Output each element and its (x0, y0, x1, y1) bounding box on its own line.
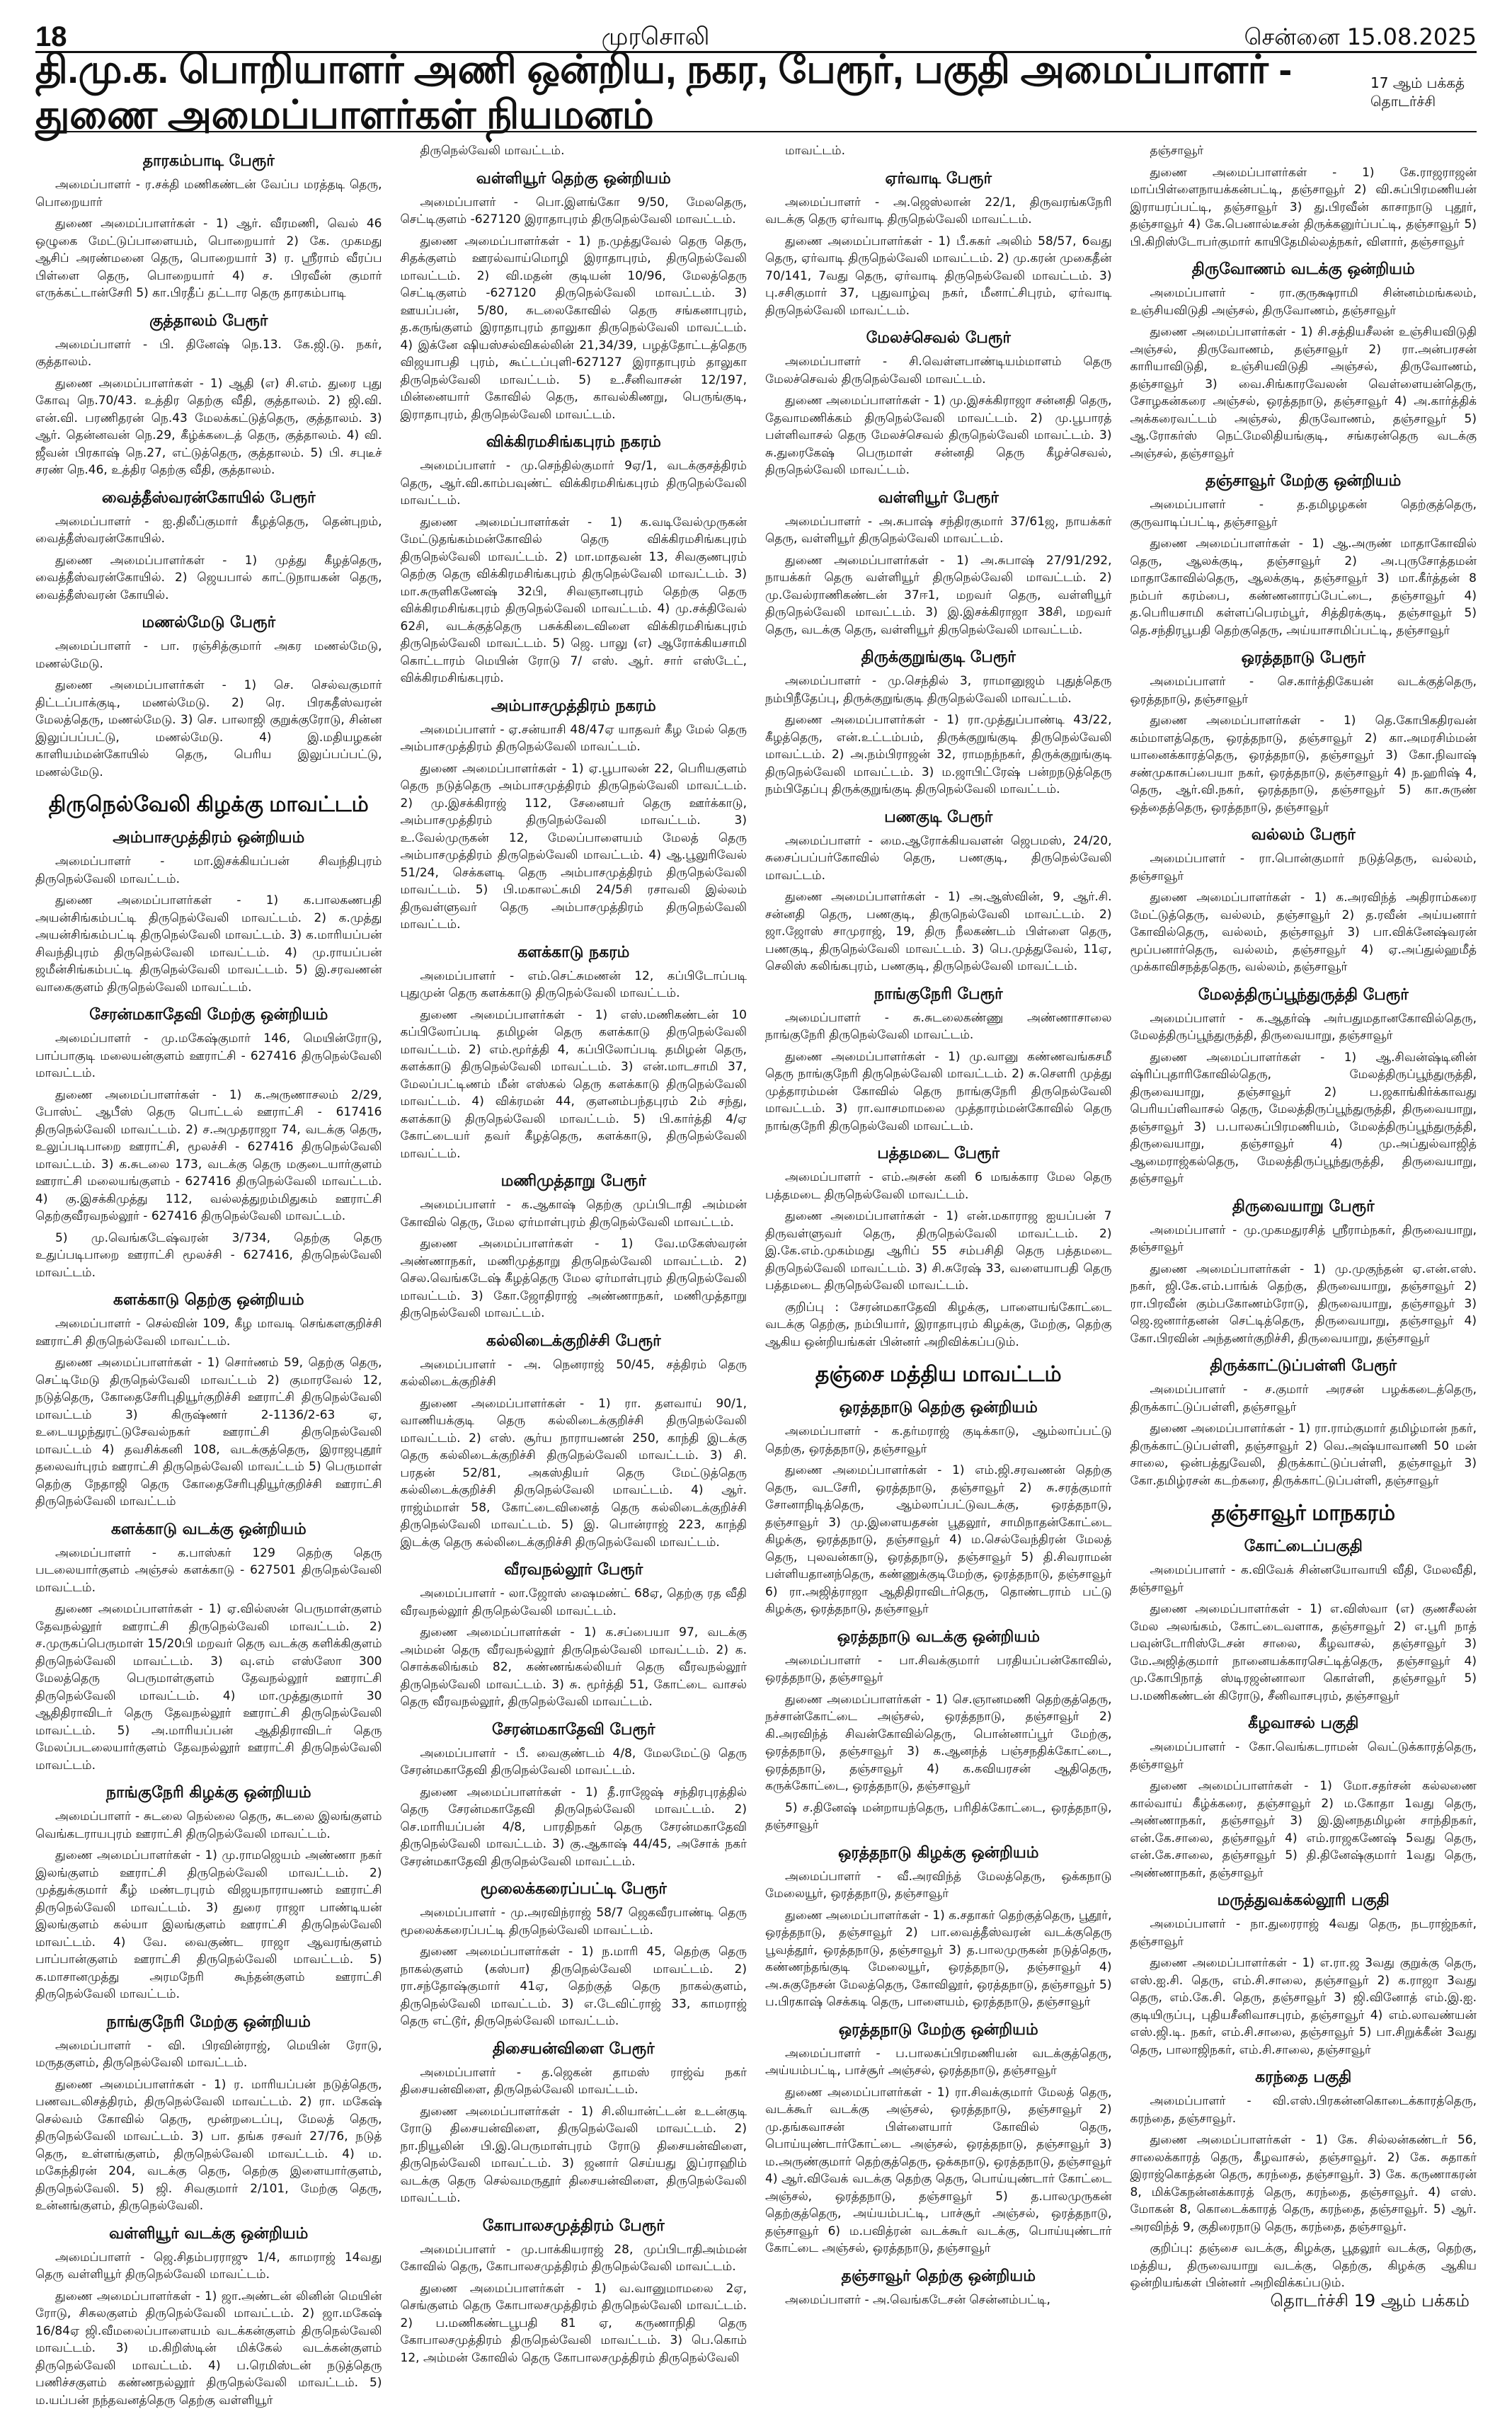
paragraph: அமைப்பாளர் - பா.சிவக்குமார் பரதியப்பன்கோவில், ஒரத்தநாடு, தஞ்சாவூர் (765, 1652, 1112, 1687)
section-heading: கீழவாசல் பகுதி (1130, 1713, 1477, 1734)
section-heading: மூலைக்கரைப்பட்டி பேரூர் (401, 1879, 748, 1900)
paragraph: துணை அமைப்பாளர்கள் - 1) ந.மாரி 45, தெற்கு தெரு நாகல்குளம் (கஸ்பா) திருநெல்வேலி மாவட்டம். 2) ரா.சந்தோஷ்குமார் 41ஏ, தெற்குத் தெரு நாகல்குளம், திருநெல்வேலி மாவட்டம். 3) எ.டேவிட்ராஜ் 33, காமராஜ் தெரு எட்டூர், திருநெல்வேலி மாவட்டம். (401, 1943, 748, 2030)
paragraph: அமைப்பாளர் - ஐ.திலீப்குமார் கீழத்தெரு, தென்புறம், வைத்தீஸ்வரன்கோயில். (35, 513, 382, 548)
section-heading: மேலச்செவல் பேரூர் (765, 328, 1112, 349)
paragraph: துணை அமைப்பாளர்கள் - 1) மு.முகுந்தன் ஏ.என்.எஸ். நகர், ஜி.கே.எம்.பாங்க் தெற்கு, திருவையாறு, தஞ்சாவூர் 2) ரா.பிரவீன் கும்பகோணம்ரோடு, திருவையாறு, தஞ்சாவூர் 3) ஜெ.ஜனார்தனன் செட்டித்தெரு, திருவையாறு, தஞ்சாவூர் 4) கோ.பிரவின் அந்தணர்குறிச்சி, திருவையாறு, தஞ்சாவூர் (1130, 1261, 1477, 1348)
section-heading: கரந்தை பகுதி (1130, 2067, 1477, 2088)
paragraph: அமைப்பாளர் - மு.செந்தில்குமார் 9ஏ/1, வடக்குசத்திரம் தெரு, ஆர்.வி.காம்பவுண்ட் விக்கிரமசிங்கபுரம் திருநெல்வேலி மாவட்டம். (401, 457, 748, 510)
paragraph: துணை அமைப்பாளர்கள் - 1) ரா. தளவாய் 90/1, வாணியக்குடி தெரு கல்லிடைக்குறிச்சி திருநெல்வேலி மாவட்டம். 2) எஸ். சூர்ய நாராயணன் 250, காந்தி இடக்கு தெரு கல்லிடைக்குறிச்சி திருநெல்வேலி மாவட்டம். 3) சி. பரதன் 52/81, அகஸ்தியர் தெரு மேட்டுத்தெரு கல்லிடைக்குறிச்சி திருநெல்வேலி மாவட்டம். 4) ஆர். ராஜ்ம்மாள் 58, கோட்டைவினைத் தெரு கல்லிடைக்குறிச்சி திருநெல்வேலி மாவட்டம். 5) இ. பொன்ராஜ் 223, காந்தி இடக்கு தெரு கல்லிடைக்குறிச்சி திருநெல்வேலி மாவட்டம். (401, 1395, 748, 1552)
paragraph: துணை அமைப்பாளர்கள் - 1) ஆ.அருண் மாதாகோவில் தெரு, ஆலக்குடி, தஞ்சாவூர் 2) அ.புருசோத்தமன் மாதாகோவில்தெரு, ஆலக்குடி, தஞ்சாவூர் 3) மா.கீர்த்தன் 8 நம்பர் கரம்பை, கண்ணனாரப்பேட்டை, தஞ்சாவூர் 4) த.பெரியசாமி கள்ளப்பெரம்பூர், சித்திரக்குடி, தஞ்சாவூர் 5) தெ.சந்திரபூபதி தெற்குதெரு, அய்யாசாமிப்பட்டி, தஞ்சாவூர் (1130, 535, 1477, 639)
section-heading: மணிமுத்தாறு பேரூர் (401, 1171, 748, 1192)
paragraph: துணை அமைப்பாளர்கள் - 1) மு.வானு கண்ணவங்கசமீ தெரு நாங்குநேரி திருநெல்வேலி மாவட்டம். 2) சு.சௌரி முத்து முத்தாரம்மன் கோவில் தெரு நாங்குநேரி திருநெல்வேலி மாவட்டம். 3) ரா.வாசமாமலை முத்தாரம்மன்கோவில் தெரு நாங்குநேரி திருநெல்வேலி மாவட்டம். (765, 1048, 1112, 1135)
paragraph: துணை அமைப்பாளர்கள் - 1) ரா.சிவக்குமார் மேலத் தெரு, வடக்கூர் வடக்கு அஞ்சல், ஒரத்தநாடு, தஞ்சாவூர் 2) மு.தங்கவாசன் பிள்ளையார் கோவில் தெரு, பொய்யுண்டார்கோட்டை அஞ்சல், ஒரத்தநாடு, தஞ்சாவூர் 3) ம.அருண்குமார் தெற்குத்தெரு, ஒக்கநாடு, ஒரத்தநாடு, தஞ்சாவூர் 4) ஆர்.விவேக் வடக்கு தெற்கு தெரு, பொய்யுண்டார் கோட்டை அஞ்சல், ஒரத்தநாடு, தஞ்சாவூர் 5) த.பாலமுருகன் தெற்குத்தெரு, அய்யம்பட்டி, பாச்சூர் அஞ்சல், ஒரத்தநாடு, தஞ்சாவூர் 6) ம.பவித்ரன் வடக்கூர் வடக்கு, பொய்யுண்டார் கோட்டை அஞ்சல், ஒரத்தநாடு, தஞ்சாவூர் (765, 2084, 1112, 2258)
paragraph: துணை அமைப்பாளர்கள் - 1) எஸ்.மணிகண்டன் 10 கப்பிலோப்படி தமிழன் தெரு களக்காடு திருநெல்வேலி மாவட்டம். 2) எம்.மூர்த்தி 4, கப்பிலோப்படி தமிழன் தெரு, களக்காடு திருநெல்வேலி மாவட்டம். 3) என்.மாடசாமி 37, மேலப்பட்டிணம் மீன் எஸ்கல் தெரு களக்காடு திருநெல்வேலி மாவட்டம். 4) விக்ரமன் 44, குளனம்பந்தபுரம் 2ம் சந்து, களக்காடு திருநெல்வேலி மாவட்டம். 5) பி.கார்த்தி 4/ஏ கோட்டையர் தவர் கீழத்தெரு, களக்காடு, திருநெல்வேலி மாவட்டம். (401, 1007, 748, 1163)
continued-from-note: 17 ஆம் பக்கத் தொடர்ச்சி (1356, 74, 1477, 110)
paragraph: துணை அமைப்பாளர்கள் - 1) க.அரவிந்த் அதிராம்கரை மேட்டுத்தெரு, வல்லம், தஞ்சாவூர் 2) த.ரவீன் அய்யனார் கோவில்தெரு, வல்லம், தஞ்சாவூர் 3) பா.விக்னேஷ்வரன் மூப்பனார்தெரு, வல்லம், தஞ்சாவூர் 4) ஏ.அப்துல்ஹமீத் முக்காவிசநத்ததெரு, வல்லம், தஞ்சாவூர் (1130, 889, 1477, 976)
paragraph: துணை அமைப்பாளர்கள் - 1) சி.லியான்ட்டன் உடன்குடி ரோடு திசையன்விளை, திருநெல்வேலி மாவட்டம். 2) நா.நியூலின் பி.இ.பெருமாள்புரம் ரோடு திசையன்விளை, திருநெல்வேலி மாவட்டம். 3) ஜனார் செய்யது இப்ராஹிம் வடக்கு தெரு செல்வமருதூர் திசையன்விளை, திருநெல்வேலி மாவட்டம். (401, 2103, 748, 2207)
paragraph: அமைப்பாளர் - க.பாஸ்கர் 129 தெற்கு தெரு படலையார்குளம் அஞ்சல் களக்காடு - 627501 திருநெல்வேலி மாவட்டம். (35, 1545, 382, 1597)
paragraph: அமைப்பாளர் - மு.மகேஷ்குமார் 146, மெயின்ரோடு, பாப்பாகுடி மலையன்குளம் ஊராட்சி - 627416 திருநெல்வேலி மாவட்டம். (35, 1030, 382, 1082)
paragraph: துணை அமைப்பாளர்கள் - 1) ஆர். வீரமணி, வெல் 46 ஒழுகை மேட்டுப்பாளையம், பொறையார் 2) கே. முகமது ஆசிப் அரண்மனை தெரு, பொறையார் 3) ர. ஸ்ரீராம் வீரப்ப பிள்ளை தெரு, பொறையார் 4) ச. பிரவீன் குமார் எருக்கட்டான்சேரி 5) கா.பிரதீப் தட்டார தெரு தாரகம்பாடி (35, 215, 382, 302)
section-heading: மணல்மேடு பேரூர் (35, 612, 382, 634)
column-1 (35, 142, 382, 2238)
section-heading: தாரகம்பாடி பேரூர் (35, 151, 382, 172)
paragraph: அமைப்பாளர் - அ. நெனராஜ் 50/45, சத்திரம் தெரு கல்லிடைக்குறிச்சி (401, 1356, 748, 1391)
column-3 (765, 142, 1112, 2238)
section-heading: களக்காடு வடக்கு ஒன்றியம் (35, 1519, 382, 1540)
paragraph: துணை அமைப்பாளர்கள் - 1) வே.மகேஸ்வரன் அண்ணாநகர், மணிமுத்தாறு திருநெல்வேலி மாவட்டம். 2) செல.வெங்கடேஷ் கீழத்தெரு மேல ஏர்மாள்புரம் திருநெல்வேலி மாவட்டம். 3) கோ.ஜோதிராஜ் அண்ணாநகர், மணிமுத்தாறு திருநெல்வேலி மாவட்டம். (401, 1235, 748, 1322)
section-heading: களக்காடு நகரம் (401, 942, 748, 963)
section-heading: வீரவநல்லூர் பேரூர் (401, 1560, 748, 1581)
headline-row (35, 53, 1477, 132)
paragraph: அமைப்பாளர் - பா. ரஞ்சித்குமார் அகர மணல்மேடு, மணல்மேடு. (35, 638, 382, 673)
section-heading: அம்பாசமுத்திரம் ஒன்றியம் (35, 828, 382, 849)
section-heading: வள்ளியூர் தெற்கு ஒன்றியம் (401, 168, 748, 190)
paragraph: துணை அமைப்பாளர்கள் - 1) கே. சில்லன்கண்டர் 56, சாலைக்காரத் தெரு, கீழவாசல், தஞ்சாவூர். 2) கே. சுதாகர் இராஜ்கொத்தன் தெரு, கரந்தை, தஞ்சாவூர். 3) கே. கருணாகரன் 8, மிக்கேநன்னக்காரத் தெரு, கரந்தை, தஞ்சாவூர். 4) எஸ். மோகன் 8, கொடைக்காரத் தெரு, கரந்தை, தஞ்சாவூர். 5) ஆர். அரவிந்த் 9, குதிரைநாடு தெரு, கரந்தை, தஞ்சாவூர். (1130, 2132, 1477, 2236)
paragraph: துணை அமைப்பாளர்கள் - 1) க.வடிவேல்முருகன் மேட்டுதங்கம்மன்கோவில் தெரு விக்கிரமசிங்கபுரம் திருநெல்வேலி மாவட்டம். 2) மா.மாதவன் 13, சிவகுணபுரம் தெற்கு தெரு விக்கிரமசிங்கபுரம் திருநெல்வேலி மாவட்டம். 3) மா.சுருளிகணேஷ் 32பி, சிவஞானபுரம் தெற்கு தெரு விக்கிரமசிங்கபுரம் திருநெல்வேலி மாவட்டம். 4) மு.சக்திவேல் 62சி, வடக்குத்தெரு பசுக்கிடைவிளை விக்கிரமசிங்கபுரம் திருநெல்வேலி மாவட்டம். 5) ஜெ. பாலு (எ) ஆரோக்கியசாமி கொட்டாரம் மெயின் ரோடு 7/ எஸ். ஆர். சார் எஸ்டேட், விக்கிரமசிங்கபுரம். (401, 514, 748, 687)
paragraph: அமைப்பாளர் - பொ.இளங்கோ 9/50, மேலதெரு, செட்டிகுளம் -627120 இராதாபுரம் திருநெல்வேலி மாவட்டம். (401, 194, 748, 229)
paragraph: அமைப்பாளர் - அ.சுபாஷ் சந்திரகுமார் 37/61ஜ, நாயக்கர் தெரு, வள்ளியூர் திருநெல்வேலி மாவட்டம். (765, 513, 1112, 548)
section-heading: ஒரத்தநாடு மேற்கு ஒன்றியம் (765, 2020, 1112, 2041)
paragraph: அமைப்பாளர் - க.ஆதர்ஷ் அர்பதுமதானகோவில்தெரு, மேலத்திருப்பூந்துருத்தி, திருவையாறு, தஞ்சாவூர் (1130, 1010, 1477, 1045)
section-heading: திருக்காட்டுப்பள்ளி பேரூர் (1130, 1356, 1477, 1377)
paragraph: மாவட்டம். (765, 142, 1112, 160)
section-heading: விக்கிரமசிங்கபுரம் நகரம் (401, 432, 748, 453)
paragraph: அமைப்பாளர் - அ.ஜெஸ்லான் 22/1, திருவரங்கநேரி வடக்கு தெரு ஏர்வாடி திருநெல்வேலி மாவட்டம். (765, 194, 1112, 229)
section-heading: வைத்தீஸ்வரன்கோயில் பேரூர் (35, 488, 382, 509)
paragraph: அமைப்பாளர் - எம்.அசன் கனி 6 மஙக்கார மேல தெரு பத்தமடை திருநெல்வேலி மாவட்டம். (765, 1169, 1112, 1203)
paragraph: துணை அமைப்பாளர்கள் - 1) கே.ராஜராஜன் மாப்பிள்ளைநாயக்கன்பட்டி, தஞ்சாவூர் 2) வி.சுப்பிரமணியன் இராயரப்பட்டி, தஞ்சாவூர் 3) து.பிரவீன் காசாநாடு புதூர், தஞ்சாவூர் 4) கே.பெனால்டீசன் திருக்கனுர்ப்பட்டி, தஞ்சாவூர் 5) பி.கிறிஸ்டோபர்குமார் காயிதேமில்லத்நகர், விளார், தஞ்சாவூர் (1130, 164, 1477, 251)
paragraph: அமைப்பாளர் - ரா.பொன்குமார் நடுத்தெரு, வல்லம், தஞ்சாவூர் (1130, 850, 1477, 885)
paragraph: அமைப்பாளர் - க.விவேக் சின்னயோவாயி வீதி, மேலவீதி, தஞ்சாவூர் (1130, 1562, 1477, 1596)
paragraph: அமைப்பாளர் - செல்வின் 109, கீழ மாவடி செங்களகுறிச்சி ஊராட்சி திருநெல்வேலி மாவட்டம். (35, 1315, 382, 1350)
city-date: சென்னை 15.08.2025 (1244, 23, 1477, 51)
page-number: 18 (35, 23, 67, 51)
section-heading: திருவையாறு பேரூர் (1130, 1196, 1477, 1218)
paragraph: அமைப்பாளர் - த.ஜெகன் தாமஸ் ராஜ்வ் நகர் திசையன்விளை, திருநெல்வேலி மாவட்டம். (401, 2064, 748, 2099)
paragraph: அமைப்பாளர் - நா.துரைராஜ் 4வது தெரு, நடராஜ்நகர், தஞ்சாவூர் (1130, 1916, 1477, 1950)
paragraph: துணை அமைப்பாளர்கள் - 1) தீ.ராஜேஷ் சந்திரபுரத்தில் தெரு சேரன்மகாதேவி திருநெல்வேலி மாவட்டம். 2) செ.மாரியப்பன் 4/8, பாரதிநகர் தெரு சேரன்மகாதேவி திருநெல்வேலி மாவட்டம். 3) கு.ஆகாஷ் 44/45, அசோக் நகர் சேரன்மகாதேவி திருநெல்வேலி மாவட்டம். (401, 1784, 748, 1871)
paragraph: அமைப்பாளர் - லா.ஜோஸ் ஷைமண்ட் 68ஏ, தெற்கு ரத வீதி வீரவநல்லூர் திருநெல்வேலி மாவட்டம். (401, 1585, 748, 1620)
paragraph: துணை அமைப்பாளர்கள் - 1) ஜா.அண்டன் லினின் மெயின் ரோடு, சிசுலகுளம் திருநெல்வேலி மாவட்டம். 2) ஜா.மகேஷ் 16/84ஏ ஜி.வீமலைப்பாளையம் வடக்கன்குளம் திருநெல்வேலி மாவட்டம். 3) ம.கிறிஸ்டின் மிக்கேல் வடக்கன்குளம் திருநெல்வேலி மாவட்டம். 4) ப.ரெமிஸ்டன் நடுத்தெரு பணிச்சகுளம் கண்ணநல்லூர் திருநெல்வேலி மாவட்டம். 5) ம.யப்பன் நந்தவனத்தெரு தெற்கு வள்ளியூர் (35, 2288, 382, 2409)
section-heading: தஞ்சாவூர் மேற்கு ஒன்றியம் (1130, 471, 1477, 492)
paragraph: துணை அமைப்பாளர்கள் - 1) ஏ.வில்ஸன் பெருமாள்குளம் தேவநல்லூர் ஊராட்சி திருநெல்வேலி மாவட்டம். 2) ச.முருகப்பெருமாள் 15/20பி மறவர் தெரு வடக்கு களிக்கிகுளம் திருநெல்வேலி மாவட்டம். 3) வு.எம் எஸ்ஸோ 300 மேலத்தெரு பெருமாள்குளம் தேவநல்லூர் ஊராட்சி திருநெல்வேலி மாவட்டம். 4) மா.முத்துகுமார் 30 ஆதிதிராவிடர் தெரு தேவநல்லூர் ஊராட்சி திருநெல்வேலி மாவட்டம். 5) அ.மாரியப்பன் ஆதிதிராவிடர் தெரு மேலப்படலையார்குளம் தேவநல்லூர் ஊராட்சி திருநெல்வேலி மாவட்டம். (35, 1601, 382, 1774)
paragraph: துணை அமைப்பாளர்கள் - 1) எ.விஸ்வா (எ) குணசீலன் மேல அலங்கம், கோட்டைவளாக, தஞ்சாவூர் 2) எ.பூரி நாத் பவுன்டோரிஸ்டேசன் சாலை, கீழவாசல், தஞ்சாவூர் 3) மே.அஜித்குமார் நானையக்காரசெட்டித்தெரு, தஞ்சாவூர் 4) மு.கோபிநாத் ஸ்டிரஜன்னாலா கொள்ளி, தஞ்சாவூர் 5) ப.மணிகண்டன் கிரோடு, சீனிவாசபுரம், தஞ்சாவூர் (1130, 1601, 1477, 1705)
paragraph: துணை அமைப்பாளர்கள் - 1) செ.ஞானமணி தெற்குத்தெரு, நச்சான்கோட்டை அஞ்சல், ஒரத்தநாடு, தஞ்சாவூர் 2) கி.அரவிந்த் சிவன்கோவில்தெரு, பொன்னாப்பூர் மேற்கு, ஒரத்தநாடு, தஞ்சாவூர் 3) க.ஆனந்த் பஞ்சநதிக்கோட்டை, ஒரத்தநாடு, தஞ்சாவூர் 4) க.கவியரசன் ஆதிதெரு, கருக்கோட்டை, ஒரத்தநாடு, தஞ்சாவூர் (765, 1691, 1112, 1795)
paragraph: துணை அமைப்பாளர்கள் - 1) செ. செல்வகுமார் திட்டப்பாக்குடி, மணல்மேடு. 2) ரெ. பிரகதீஸ்வரன் மேலத்தெரு, மணல்மேடு. 3) செ. பாலாஜி குறுக்குரோடு, சின்ன இலுப்பப்பட்டு, மணல்மேடு. 4) இ.மதியழகன் காளியம்மன்கோயில் தெரு, பெரிய இலுப்பப்பட்டு, மணல்மேடு. (35, 677, 382, 781)
paragraph: அமைப்பாளர் - வி.எஸ்.பிரகன்னகொடைக்காரத்தெரு, கரந்தை, தஞ்சாவூர். (1130, 2093, 1477, 2127)
paragraph: துணை அமைப்பாளர்கள் - 1) மு.ராமஜெயம் அண்ணா நகர் இலங்குளம் ஊராட்சி திருநெல்வேலி மாவட்டம். 2) முத்துக்குமார் கீழ் மண்டரபுரம் விஜயநாராயணம் ஊராட்சி திருநெல்வேலி மாவட்டம். 3) துரை ராஜா பாண்டியன் இலங்குளம் கல்யா இலங்குளம் ஊராட்சி திருநெல்வேலி மாவட்டம். 4) வே. வைகுண்ட ராஜா ஆவரங்குளம் பாப்பான்குளம் ஊராட்சி திருநெல்வேலி மாவட்டம். 5) க.மாசானமுத்து அரமநேரி கூந்தன்குளம் ஊராட்சி திருநெல்வேலி மாவட்டம். (35, 1847, 382, 2003)
paragraph: அமைப்பாளர் - க.தர்மராஜ் குடிக்காடு, ஆம்லாப்பட்டு தெற்கு, ஒரத்தநாடு, தஞ்சாவூர் (765, 1423, 1112, 1458)
paragraph: அமைப்பாளர் - பீ. வைகுண்டம் 4/8, மேலமேட்டு தெரு சேரன்மகாதேவி திருநெல்வேலி மாவட்டம். (401, 1745, 748, 1780)
paragraph: அமைப்பாளர் - வீ.அரவிந்த் மேலத்தெரு, ஒக்கநாடு மேலையூர், ஒரத்தநாடு, தஞ்சாவூர் (765, 1868, 1112, 1903)
paragraph: அமைப்பாளர் - ரா.குருக்ஷராமி சின்னம்மங்கலம், உஞ்சியவிடுதி அஞ்சல், திருவோணம், தஞ்சாவூர் (1130, 285, 1477, 319)
section-heading: பத்தமடை பேரூர் (765, 1143, 1112, 1165)
paragraph: துணை அமைப்பாளர்கள் - 1) சி.சத்தியசீலன் உஞ்சியவிடுதி அஞ்சல், திருவோணம், தஞ்சாவூர் 2) ரா.அன்பரசன் காரியாவிடுதி, உஞ்சியவிடுதி அஞ்சல், திருவோணம், தஞ்சாவூர் 3) வை.சிங்காரவேலன் வெள்ளையன்தெரு, சோழகன்கரை அஞ்சல், ஒரத்தநாடு, தஞ்சாவூர் 4) அ.கார்த்திக் அக்கரைவட்டம் அஞ்சல், திருவோணம், தஞ்சாவூர் 5) ஆ.ரோகர்ஸ் நெட்மேலிதியங்குடி, சங்கரன்தெரு வடக்கு அஞ்சல், தஞ்சாவூர் (1130, 324, 1477, 462)
paragraph: அமைப்பாளர் - வி. பிரவின்ராஜ், மெயின் ரோடு, மருதகுளம், திருநெல்வேலி மாவட்டம். (35, 2037, 382, 2072)
paragraph: அமைப்பாளர் - சி.வெள்ளபாண்டியம்மாளம் தெரு மேலச்செவல் திருநெல்வேலி மாவட்டம். (765, 353, 1112, 388)
section-heading: குத்தாலம் பேரூர் (35, 311, 382, 332)
section-heading: கோட்டைப்பகுதி (1130, 1536, 1477, 1557)
section-heading: அம்பாசமுத்திரம் நகரம் (401, 696, 748, 717)
section-heading: வள்ளியூர் வடக்கு ஒன்றியம் (35, 2224, 382, 2245)
paragraph: துணை அமைப்பாளர்கள் - 1) க.பாலகணபதி அயன்சிங்கம்பட்டி திருநெல்வேலி மாவட்டம். 2) க.முத்து அயன்சிங்கம்பட்டி திருநெல்வேலி மாவட்டம். 3) க.மாரியப்பன் சிவந்திபுரம் திருநெல்வேலி மாவட்டம். 4) மு.ராயப்பன் ஜமீன்சிங்கம்பட்டி திருநெல்வேலி மாவட்டம். 5) இ.சரவணன் வாகைகுளம் திருநெல்வேலி மாவட்டம். (35, 892, 382, 996)
paragraph: அமைப்பாளர் - ச.குமார் அரசன் பழக்கடைத்தெரு, திருக்காட்டுப்பள்ளி, தஞ்சாவூர் (1130, 1381, 1477, 1416)
paragraph: துணை அமைப்பாளர்கள் - 1) ஏ.பூபாலன் 22, பெரியகுளம் தெரு நடுத்தெரு அம்பாசமுத்திரம் திருநெல்வேலி மாவட்டம். 2) மு.இசக்கிராஜ் 112, சேனையர் தெரு ஊர்க்காடு, அம்பாசமுத்திரம் திருநெல்வேலி மாவட்டம். 3) உ.வேல்முருகன் 12, மேலப்பாளையம் மேலத் தெரு அம்பாசமுத்திரம் திருநெல்வேலி மாவட்டம். 4) ஆ.பூலுரிவேல் 51/24, செக்களடி தெரு அம்பாசமுத்திரம் திருநெல்வேலி மாவட்டம். 5) பி.மகாலட்சுமி 24/5சி ரசாவலி இல்லம் திருவள்ளுவர் தெரு அம்பாசமுத்திரம் திருநெல்வேலி மாவட்டம். (401, 760, 748, 934)
paragraph: அமைப்பாளர் - பி. தினேஷ் நெ.13. கே.ஜி.டு. நகர், குத்தாலம். (35, 336, 382, 371)
paragraph: துணை அமைப்பாளர்கள் - 1) என்.மகாராஜ ஐயப்பன் 7 திருவள்ளுவர் தெரு, திருநெல்வேலி மாவட்டம். 2) இ.கே.எம்.முகம்மது ஆரிப் 55 சம்பசிதி தெரு பத்தமடை திருநெல்வேலி மாவட்டம். 3) சி.சுரேஷ் 33, வளையாபதி தெரு பத்தமடை திருநெல்வேலி மாவட்டம். (765, 1208, 1112, 1295)
paragraph: தஞ்சாவூர் (1130, 142, 1477, 160)
paragraph: குறிப்பு: தஞ்சை வடக்கு, கிழக்கு, பூதலூர் வடக்கு, தெற்கு, மத்திய, திருவையாறு வடக்கு, தெற்கு, கிழக்கு ஆகிய ஒன்றியங்கள் பின்னர் அறிவிக்கப்படும். (1130, 2240, 1477, 2292)
paragraph: துணை அமைப்பாளர்கள் - 1) க.சப்பையா 97, வடக்கு அம்மன் தெரு வீரவநல்லூர் திருநெல்வேலி மாவட்டம். 2) க. சொக்கலிங்கம் 82, கண்ணங்கல்லியர் தெரு வீரவநல்லூர் திருநெல்வேலி மாவட்டம். 3) சு. மூர்த்தி 51, கோட்டை வாசல் தெரு வீரவநல்லூர், திருநெல்வேலி மாவட்டம். (401, 1624, 748, 1711)
paragraph: துணை அமைப்பாளர்கள் - 1) ர. மாரியப்பன் நடுத்தெரு, பணவடலிசத்திரம், திருநெல்வேலி மாவட்டம். 2) ரா. மகேஷ் செல்வம் கோவில் தெரு, மூன்றடைப்பு, மேலத் தெரு, திருநெல்வேலி மாவட்டம். 3) பா. தங்க ரசவர் 27/76, நடுத் தெரு, உள்ளங்குளம், திருநெல்வேலி மாவட்டம். 4) ம. மகேந்திரன் 204, வடக்கு தெரு, தெற்கு இளையார்குளம், திருநெல்வேலி. 5) ஜி. சிவகுமார் 2/101, மேற்கு தெரு, உன்னங்குளம், திருநெல்வேலி. (35, 2076, 382, 2215)
paragraph: குறிப்பு : சேரன்மகாதேவி கிழக்கு, பாளையங்கோட்டை வடக்கு தெற்கு, நம்பியார், இராதாபுரம் கிழக்கு, மேற்கு, தெற்கு ஆகிய ஒன்றியங்கள் பின்னர் அறிவிக்கப்படும். (765, 1299, 1112, 1351)
paragraph: துணை அமைப்பாளர்கள் - 1) மோ.சதர்சன் கல்லணை கால்வாய் கீழ்க்கரை, தஞ்சாவூர் 2) ம.கோதா 1வது தெரு, அண்ணாநகர், தஞ்சாவூர் 3) இ.இனநதமிழன் சாந்திநகர், என்.கே.சாலை, தஞ்சாவூர் 4) எம்.ராஜகணேஷ் 5வது தெரு, என்.கே.சாலை, தஞ்சாவூர் 5) தி.தினேஷ்குமார் 1வது தெரு, அண்ணாநகர், தஞ்சாவூர் (1130, 1778, 1477, 1882)
section-heading: வல்லம் பேரூர் (1130, 825, 1477, 846)
paragraph: துணை அமைப்பாளர்கள் - 1) ரா.முத்துப்பாண்டி 43/22, கீழத்தெரு, என்.உட்டம்பம், திருக்குறுங்குடி திருநெல்வேலி மாவட்டம். 2) அ.நம்பிராஜன் 32, ராமநந்நகர், திருக்குறுங்குடி திருநெல்வேலி மாவட்டம். 3) ம.ஜாபிட்ரேஷ் பன்றநடுத்தெரு நம்பிதேப்பு திருக்குறுங்குடி திருநெல்வேலி மாவட்டம். (765, 711, 1112, 799)
paragraph: அமைப்பாளர் - செ.கார்த்திகேயன் வடக்குத்தெரு, ஒரத்தநாடு, தஞ்சாவூர் (1130, 673, 1477, 708)
paragraph: 5) மு.வெங்கடேஷ்வரன் 3/734, தெற்கு தெரு உதுப்படிபாறை ஊராட்சி மூலச்சி - 627416, திருநெல்வேலி மாவட்டம். (35, 1230, 382, 1282)
section-heading: திருக்குறுங்குடி பேரூர் (765, 647, 1112, 668)
paper-name: முரசொலி (602, 23, 710, 51)
district-heading: தஞ்சை மத்திய மாவட்டம் (765, 1361, 1112, 1389)
paragraph: அமைப்பாளர் - மு.அரவிந்ராஜ் 58/7 ஜெகவீரபாண்டி தெரு மூலைக்கரைப்பட்டி திருநெல்வேலி மாவட்டம். (401, 1904, 748, 1939)
paragraph: துணை அமைப்பாளர்கள் - 1) அ.சுபாஷ் 27/91/292, நாயக்கர் தெரு வள்ளியூர் திருநெல்வேலி மாவட்டம். 2) மு.வேல்ராணிகண்டன் 37ஈ1, மறவர் தெரு, வள்ளியூர் திருநெல்வேலி மாவட்டம். 3) இ.இசக்கிராஜா 38சி, மறவர் தெரு, வடக்கு தெரு, வள்ளியூர் திருநெல்வேலி மாவட்டம். (765, 552, 1112, 639)
paragraph: துணை அமைப்பாளர்கள் - 1) எ.ரா.ஜ 3வது குறுக்கு தெரு, எஸ்.ஐ.சி. தெரு, எம்.சி.சாலை, தஞ்சாவூர் 2) க.ராஜா 3வது தெரு, எம்.கே.சி. தெரு, தஞ்சாவூர் 3) ஜி.வினோத் எம்.இ.ஐ. குடியிருப்பு, புதியசீனிவாசபுரம், தஞ்சாவூர் 4) எம்.லாவண்யன் எஸ்.ஜி.டி. நகர், எம்.சி.சாலை, தஞ்சாவூர் 5) பா.சிறுக்கீன் 3வது தெரு, பாலாஜிநகர், எம்.சி.சாலை, தஞ்சாவூர் (1130, 1955, 1477, 2059)
section-heading: நாங்குநேரி மேற்கு ஒன்றியம் (35, 2012, 382, 2033)
paragraph: அமைப்பாளர் - எம்.செட்சுமணன் 12, கப்பிடோப்படி புதுமுன் தெரு களக்காடு திருநெல்வேலி மாவட்டம். (401, 968, 748, 1002)
masthead (35, 0, 1477, 53)
paragraph: திருநெல்வேலி மாவட்டம். (401, 142, 748, 160)
section-heading: நாங்குநேரி கிழக்கு ஒன்றியம் (35, 1783, 382, 1804)
paragraph: அமைப்பாளர் - கோ.வெங்கடராமன் வெட்டுக்காரத்தெரு, தஞ்சாவூர் (1130, 1739, 1477, 1773)
section-heading: மருத்துவக்கல்லூரி பகுதி (1130, 1890, 1477, 1911)
paragraph: அமைப்பாளர் - மு.செந்தில் 3, ராமானுஜம் புதுத்தெரு நம்பிநீதேப்பு, திருக்குறுங்குடி திருநெல்வேலி மாவட்டம். (765, 673, 1112, 707)
paragraph: 5) ச.தினேஷ் மன்றாயந்தெரு, பரிதிக்கோட்டை, ஒரத்தநாடு, தஞ்சாவூர் (765, 1799, 1112, 1834)
paragraph: அமைப்பாளர் - க.ஆகாஷ் தெற்கு முப்பிடாதி அம்மன் கோவில் தெரு, மேல ஏர்மாள்புரம் திருநெல்வேலி மாவட்டம். (401, 1196, 748, 1231)
paragraph: துணை அமைப்பாளர்கள் - 1) க.சதாகர் தெற்குத்தெரு, பூதூர், ஒரத்தநாடு, தஞ்சாவூர் 2) பா.வைத்தீஸ்வரன் வடக்குதெரு பூவத்தூர், ஒரத்தநாடு, தஞ்சாவூர் 3) த.பாலமுருகன் நடுத்தெரு, கண்ணந்தங்குடி மேலையூர், ஒரத்தநாடு, தஞ்சாவூர் 4) அ.சுகுநேசன் மேலத்தெரு, கோவிலூர், ஒரத்தநாடு, தஞ்சாவூர் 5) ப.பிரகாஷ் செக்கடி தெரு, பாளையம், ஒரத்தநாடு, தஞ்சாவூர் (765, 1907, 1112, 2011)
section-heading: ஒரத்தநாடு வடக்கு ஒன்றியம் (765, 1627, 1112, 1648)
section-heading: கல்லிடைக்குறிச்சி பேரூர் (401, 1331, 748, 1352)
section-heading: கோபாலசமுத்திரம் பேரூர் (401, 2216, 748, 2237)
section-heading: ஏர்வாடி பேரூர் (765, 168, 1112, 190)
paragraph: துணை அமைப்பாளர்கள் - 1) க.அருணாசலம் 2/29, போஸ்ட் ஆபீஸ் தெரு பொட்டல் ஊராட்சி - 617416 திருநெல்வேலி மாவட்டம். 2) ச.அமுதராஜா 74, வடக்கு தெரு, உலுப்படிபாறை ஊராட்சி, மூலச்சி - 627416 திருநெல்வேலி மாவட்டம். 3) க.சுடலை 173, வடக்கு தெரு மகுடையார்குளம் ஊராட்சி மலையங்குளம் - 627416 திருநெல்வேலி மாவட்டம். 4) கு.இசக்கிமுத்து 112, வல்லத்துறம்மிதுகம் ஊராட்சி தெற்குவீரவநல்லூர் - 627416 திருநெல்வேலி மாவட்டம். (35, 1087, 382, 1225)
paragraph: அமைப்பாளர் - சு.சுடலைகண்ணு அண்ணாசாலை நாங்குநேரி திருநெல்வேலி மாவட்டம். (765, 1009, 1112, 1044)
section-heading: வள்ளியூர் பேரூர் (765, 488, 1112, 509)
paragraph: அமைப்பாளர் - மு.முகமதுரசித் ஸ்ரீராம்நகர், திருவையாறு, தஞ்சாவூர் (1130, 1222, 1477, 1257)
section-heading: திருவோணம் வடக்கு ஒன்றியம் (1130, 259, 1477, 280)
paragraph: அமைப்பாளர் - மா.இசக்கியப்பன் சிவந்திபுரம் திருநெல்வேலி மாவட்டம். (35, 853, 382, 888)
paragraph: அமைப்பாளர் - ர.சக்தி மணிகண்டன் வேப்ப மரத்தடி தெரு, பொறையார் (35, 176, 382, 211)
district-heading: திருநெல்வேலி கிழக்கு மாவட்டம் (35, 791, 382, 819)
paragraph: அமைப்பாளர் - மு.பாக்கியராஜ் 28, முப்பிடாதிஅம்மன் கோவில் தெரு, கோபாலசமுத்திரம் திருநெல்வேலி மாவட்டம். (401, 2241, 748, 2276)
section-heading: சேரன்மகாதேவி மேற்கு ஒன்றியம் (35, 1005, 382, 1026)
paragraph: அமைப்பாளர் - ஜெ.சிதம்பரராஜு 1/4, காமராஜ் 14வது தெரு வள்ளியூர் திருநெல்வேலி மாவட்டம். (35, 2249, 382, 2284)
paragraph: துணை அமைப்பாளர்கள் - 1) பீ.சுகர் அலிம் 58/57, 6வது தெரு, ஏர்வாடி திருநெல்வேலி மாவட்டம். 2) மு.கரன் முகைதீன் 70/141, 7வது தெரு, ஏர்வாடி திருநெல்வேலி மாவட்டம். 3) பு.சசிகுமார் 37, புதுவாழ்வு நகர், மீனாட்சிபுரம், ஏர்வாடி திருநெல்வேலி மாவட்டம். (765, 233, 1112, 320)
paragraph: அமைப்பாளர் - த.தமிழழகன் தெற்குத்தெரு, குருவாடிப்பட்டி, தஞ்சாவூர் (1130, 496, 1477, 531)
paragraph: துணை அமைப்பாளர்கள் - 1) வ.வானுமாமலை 2ஏ, செங்குளம் தெரு கோபாலசமுத்திரம் திருநெல்வேலி மாவட்டம். 2) ப.மணிகண்டபூபதி 81 ஏ, கருணாநிதி தெரு கோபாலசமுத்திரம் திருநெல்வேலி மாவட்டம். 3) பெ.கொம் 12, அம்மன் கோவில் தெரு கோபாலசமுத்திரம் திருநெல்வேலி (401, 2280, 748, 2367)
section-heading: மேலத்திருப்பூந்துருத்தி பேரூர் (1130, 985, 1477, 1006)
paragraph: துணை அமைப்பாளர்கள் - 1) ஆ.சிவன்ஷ்டினின் ஷ்ரிப்புதாரிகோவில்தெரு, மேலத்திருப்பூந்துருத்தி, திருவையாறு, தஞ்சாவூர் 2) ப.ஜகாங்கிர்க்காவது பெரியப்ளிவாசல் தெரு, மேலத்திருப்பூந்துருத்தி, திருவையாறு, தஞ்சாவூர் 3) ப.பாலசுப்பிரமணியம், மேலத்திருப்பூந்துருத்தி, திருவையாறு, தஞ்சாவூர் 4) மு.அப்துல்வாஜித் ஆமைராஜ்கல்தெரு, மேலத்திருப்பூந்துருத்தி, திருவையாறு, தஞ்சாவூர் (1130, 1049, 1477, 1188)
section-heading: ஒரத்தநாடு கிழக்கு ஒன்றியம் (765, 1843, 1112, 1864)
paragraph: துணை அமைப்பாளர்கள் - 1) ஆதி (எ) சி.எம். துரை புது கோவு நெ.70/43. உத்திர தெற்கு வீதி, குத்தாலம். 2) ஜி.வி. என்.வி. பரணிதரன் நெ.43 மேலக்கட்டுத்தெரு, குத்தாலம். 3) ஆர். தென்னவன் நெ.29, கீழ்க்கடைத் தெரு, குத்தாலம். 4) வி. ஜீவன் பிரகாஷ் நெ.27, எட்டுத்தெரு, குத்தாலம். 5) பி. சபுடீச் சரண் நெ.46, உத்திர தெற்கு வீதி, குத்தாலம். (35, 375, 382, 479)
section-heading: தஞ்சாவூர் தெற்கு ஒன்றியம் (765, 2266, 1112, 2287)
column-4 (1130, 142, 1477, 2238)
paragraph: அமைப்பாளர் - சுடலை நெல்லை தெரு, சுடலை இலங்குளம் வெங்கடராயபுரம் ஊராட்சி திருநெல்வேலி மாவட்டம். (35, 1808, 382, 1843)
section-heading: ஒரத்தநாடு பேரூர் (1130, 648, 1477, 669)
section-heading: ஒரத்தநாடு தெற்கு ஒன்றியம் (765, 1397, 1112, 1419)
column-2 (401, 142, 748, 2238)
paragraph: அமைப்பாளர் - மை.ஆரோக்கியவளன் ஜெபமஸ், 24/20, சுசைப்பப்பர்கோவில் தெரு, பணகுடி, திருநெல்வேலி மாவட்டம். (765, 832, 1112, 885)
paragraph: துணை அமைப்பாளர்கள் - 1) எம்.ஜி.சரவணன் தெற்கு தெரு, வடசேரி, ஒரத்தநாடு, தஞ்சாவூர் 2) சு.சரத்குமார் சோனாநிடித்தெரு, ஆம்லாப்பட்டுவடக்கு, ஒரத்தநாடு, தஞ்சாவூர் 3) மு.இளையதசன் பூதலூர், சாமிநாதன்கோட்டை கிழக்கு, ஒரத்தநாடு, தஞ்சாவூர் 4) ம.செல்வேந்திரன் மேலத் தெரு, புலவன்காடு, ஒரத்தநாடு, தஞ்சாவூர் 5) தி.சிவராமன் பள்ளியதானந்தெரு, கண்ணுக்குடிமேற்கு, ஒரத்தநாடு, தஞ்சாவூர் 6) ரா.அஜித்ராஜா ஆதிதிராவிடர்தெரு, தொண்டராம் பட்டு கிழக்கு, ஒரத்தநாடு, தஞ்சாவூர் (765, 1462, 1112, 1618)
article-columns (35, 142, 1477, 2238)
district-heading: தஞ்சாவூர் மாநகரம் (1130, 1499, 1477, 1528)
paragraph: துணை அமைப்பாளர்கள் - 1) மு.இசக்கிராஜா சன்னதி தெரு, தேவாமணிக்கம் திருநெல்வேலி மாவட்டம். 2) மு.பூபாரத் பள்ளிவாசல் தெரு மேலச்செவல் திருநெல்வேலி மாவட்டம். 3) சு.துரைகேஷ் பெருமாள் சன்னதி தெரு கீழச்செவல், திருநெல்வேலி மாவட்டம். (765, 392, 1112, 479)
section-heading: பணகுடி பேரூர் (765, 807, 1112, 828)
paragraph: துணை அமைப்பாளர்கள் - 1) அ.ஆஸ்வின், 9, ஆர்.சி. சன்னதி தெரு, பணகுடி, திருநெல்வேலி மாவட்டம். 2) ஜா.ஜோஸ் சாமுராஜ், 19, திரு நீலகண்டம் பிள்ளை தெரு, பணகுடி, திருநெல்வேலி மாவட்டம். 3) பெ.முத்துவேல், 11ஏ, செலிஸ் கலிங்கபுரம், பணகுடி, திருநெல்வேலி மாவட்டம். (765, 888, 1112, 975)
section-heading: சேரன்மகாதேவி பேரூர் (401, 1720, 748, 1741)
paragraph: துணை அமைப்பாளர்கள் - 1) ந.முத்துவேல் தெரு தெரு, சிதக்குளம் ஊரல்வாய்மொழி இராதாபுரம், திருநெல்வேலி மாவட்டம். 2) வி.மதன் குடியன் 10/96, மேலத்தெரு செட்டிகுளம் -627120 திருநெல்வேலி மாவட்டம். 3) ஊயப்பன், 5/80, சுடலைகோவில் தெரு சங்கனாபுரம், த.கருங்குளம் இராதாபுரம் தாலுகா திருநெல்வேலி மாவட்டம். 4) இக்னே ஷியஸ்சல்விகல்லின் 21,34/39, பழத்தோட்டத்தெரு விஜயாபதி புரம், கூட்டப்புளி-627127 இராதாபுரம் தாலுகா திருநெல்வேலி மாவட்டம். 5) உ.சீனிவாசன் 12/197, மின்னையார் கோவில் தெரு, காவல்கிணறு, பெருங்குடி, இராதாபுரம், திருநெல்வேலி மாவட்டம். (401, 233, 748, 424)
paragraph: அமைப்பாளர் - ப.பாலசுப்பிரமணியன் வடக்குத்தெரு, அய்யம்பட்டி, பாச்சூர் அஞ்சல், ஒரத்தநாடு, தஞ்சாவூர் (765, 2045, 1112, 2080)
paragraph: அமைப்பாளர் - அ.வெங்கடேசன் சென்னம்பட்டி, (765, 2291, 1112, 2309)
paragraph: துணை அமைப்பாளர்கள் - 1) ரா.ராம்குமார் தமிழ்மான் நகர், திருக்காட்டுப்பள்ளி, தஞ்சாவூர் 2) வெ.அஷ்யாவாணி 50 மன் சாலை, ஒன்பத்துவேலி, திருக்காட்டுப்பள்ளி, தஞ்சாவூர் 3) கோ.தமிழ்ரசன் கடற்கரை, திருக்காட்டுப்பள்ளி, தஞ்சாவூர் (1130, 1420, 1477, 1489)
section-heading: களக்காடு தெற்கு ஒன்றியம் (35, 1290, 382, 1311)
section-heading: திசையன்விளை பேரூர் (401, 2039, 748, 2060)
continued-on-note: தொடர்ச்சி 19 ஆம் பக்கம் (1270, 2290, 1470, 2311)
paragraph: துணை அமைப்பாளர்கள் - 1) முத்து கீழத்தெரு, வைத்தீஸ்வரன்கோயில். 2) ஜெயபால் காட்டுநாயகன் தெரு, வைத்தீஸ்வரன் கோயில். (35, 552, 382, 605)
paragraph: துணை அமைப்பாளர்கள் - 1) தெ.கோபிகதிரவன் கம்மாளத்தெரு, ஒரத்தநாடு, தஞ்சாவூர் 2) கா.அமரசிம்மன் யானைக்காரத்தெரு, ஒரத்தநாடு, தஞ்சாவூர் 3) கோ.நிவாஷ் சண்முகாசுப்பையா நகர், ஒரத்தநாடு, தஞ்சாவூர் 4) ந.ஹரிஷ் 4, தெரு, ஆர்.வி.நகர், ஒரத்தநாடு, தஞ்சாவூர் 5) கா.சுருண் ஒத்தைத்தெரு, ஒரத்தநாடு, தஞ்சாவூர் (1130, 712, 1477, 816)
paragraph: அமைப்பாளர் - ஏ.சன்யாசி 48/47ஏ யாதவர் கீழ மேல் தெரு அம்பாசமுத்திரம் திருநெல்வேலி மாவட்டம். (401, 721, 748, 756)
paragraph: துணை அமைப்பாளர்கள் - 1) சொர்ணம் 59, தெற்கு தெரு, செட்டிமேடு திருநெல்வேலி மாவட்டம் 2) குமாரவேல் 12, நடுத்தெரு, கோதைசேரிபுதியூர்குறிச்சி ஊராட்சி திருநெல்வேலி மாவட்டம் 3) கிருஷ்ணர் 2-1136/2-63 ஏ, உடையழந்துரட்டுசேவல்நகர் ஊராட்சி திருநெல்வேலி மாவட்டம் 4) தவசிக்கனி 108, வடக்குத்தெரு, இராஜபுதூர் தலைவர்புரம் ஊராட்சி திருநெல்வேலி மாவட்டம் 5) பெருமாள் தெற்கு நேதாஜி தெரு கோதைசேரிபுதியூர்குறிச்சி ஊராட்சி திருநெல்வேலி மாவட்டம் (35, 1354, 382, 1511)
section-heading: நாங்குநேரி பேரூர் (765, 984, 1112, 1005)
page-headline: தி.மு.க. பொறியாளர் அணி ஒன்றிய, நகர, பேரூர், பகுதி அமைப்பாளர் - துணை அமைப்பாளர்கள் நியமனம் (35, 47, 1356, 137)
